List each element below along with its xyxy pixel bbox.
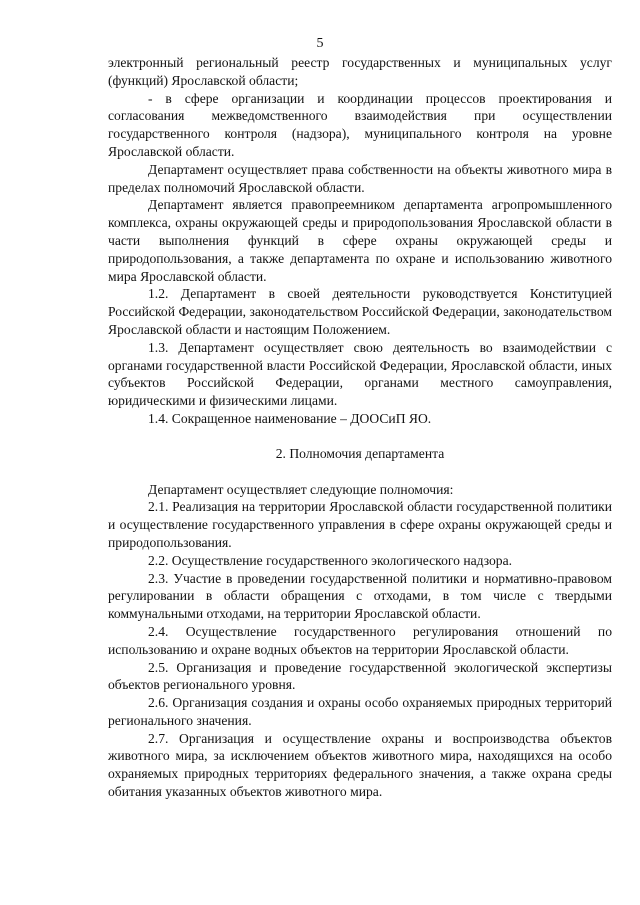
paragraph-powers-intro: Департамент осуществляет следующие полномочия: bbox=[148, 481, 454, 497]
paragraph-2-2: 2.2. Осуществление государственного экологического надзора. bbox=[148, 552, 513, 568]
paragraph-2-5: 2.5. Организация и проведение государственной экологической экспертизы объектов регионального уровня. bbox=[108, 659, 612, 693]
paragraph-successor: Департамент является правопреемником департамента агропромышленного комплекса, охраны окружающей среды и природопользования Ярославской области в части выполнения функций в сфере охраны окружающей среды и природопользования, а также департамента по охране и использованию животного мира Ярославской области. bbox=[108, 197, 612, 284]
section-heading: 2. Полномочия департамента bbox=[275, 445, 445, 461]
paragraph-1-4: 1.4. Сокращенное наименование – ДООСиП ЯО. bbox=[148, 410, 432, 426]
document-body bbox=[108, 54, 612, 801]
paragraph-2-3: 2.3. Участие в проведении государственной политики и нормативно-правовом регулировании в области обращения с отходами, в том числе с твердыми коммунальными отходами, на территории Ярославской области. bbox=[108, 570, 612, 622]
paragraph-1-3: 1.3. Департамент осуществляет свою деятельность во взаимодействии с органами государственной власти Российской Федерации, Ярославской области, иных субъектов Российской Федерации, органами местного самоуправления, юридическими и физическими лицами. bbox=[108, 339, 612, 409]
paragraph-2-1: 2.1. Реализация на территории Ярославской области государственной политики и осуществление государственного управления в сфере охраны окружающей среды и природопользования. bbox=[108, 499, 612, 550]
paragraph-2-4: 2.4. Осуществление государственного регулирования отношений по использованию и охране водных объектов на территории Ярославской области. bbox=[108, 623, 612, 657]
page-number: 5 bbox=[316, 36, 324, 51]
paragraph-1-2: 1.2. Департамент в своей деятельности руководствуется Конституцией Российской Федерации, законодательством Российской Федерации, законодательством Ярославской области и настоящим Положением. bbox=[108, 286, 612, 337]
paragraph-2-7: 2.7. Организация и осуществление охраны и воспроизводства объектов животного мира, за исключением объектов животного мира, находящихся на особо охраняемых природных территориях федерального значения, а также охрана среды обитания указанных объектов животного мира. bbox=[108, 730, 612, 800]
paragraph-2-6: 2.6. Организация создания и охраны особо охраняемых природных территорий регионального значения. bbox=[108, 695, 612, 728]
paragraph-registry-continuation: электронный региональный реестр государственных и муниципальных услуг (функций) Ярославской области; bbox=[108, 55, 612, 88]
paragraph-coordination-sphere: - в сфере организации и координации процессов проектирования и согласования межведомственного взаимодействия при осуществлении государственного контроля (надзора), муниципального контроля на уровне Ярославской области. bbox=[108, 90, 612, 159]
paragraph-ownership-rights: Департамент осуществляет права собственности на объекты животного мира в пределах полномочий Ярославской области. bbox=[108, 161, 612, 195]
